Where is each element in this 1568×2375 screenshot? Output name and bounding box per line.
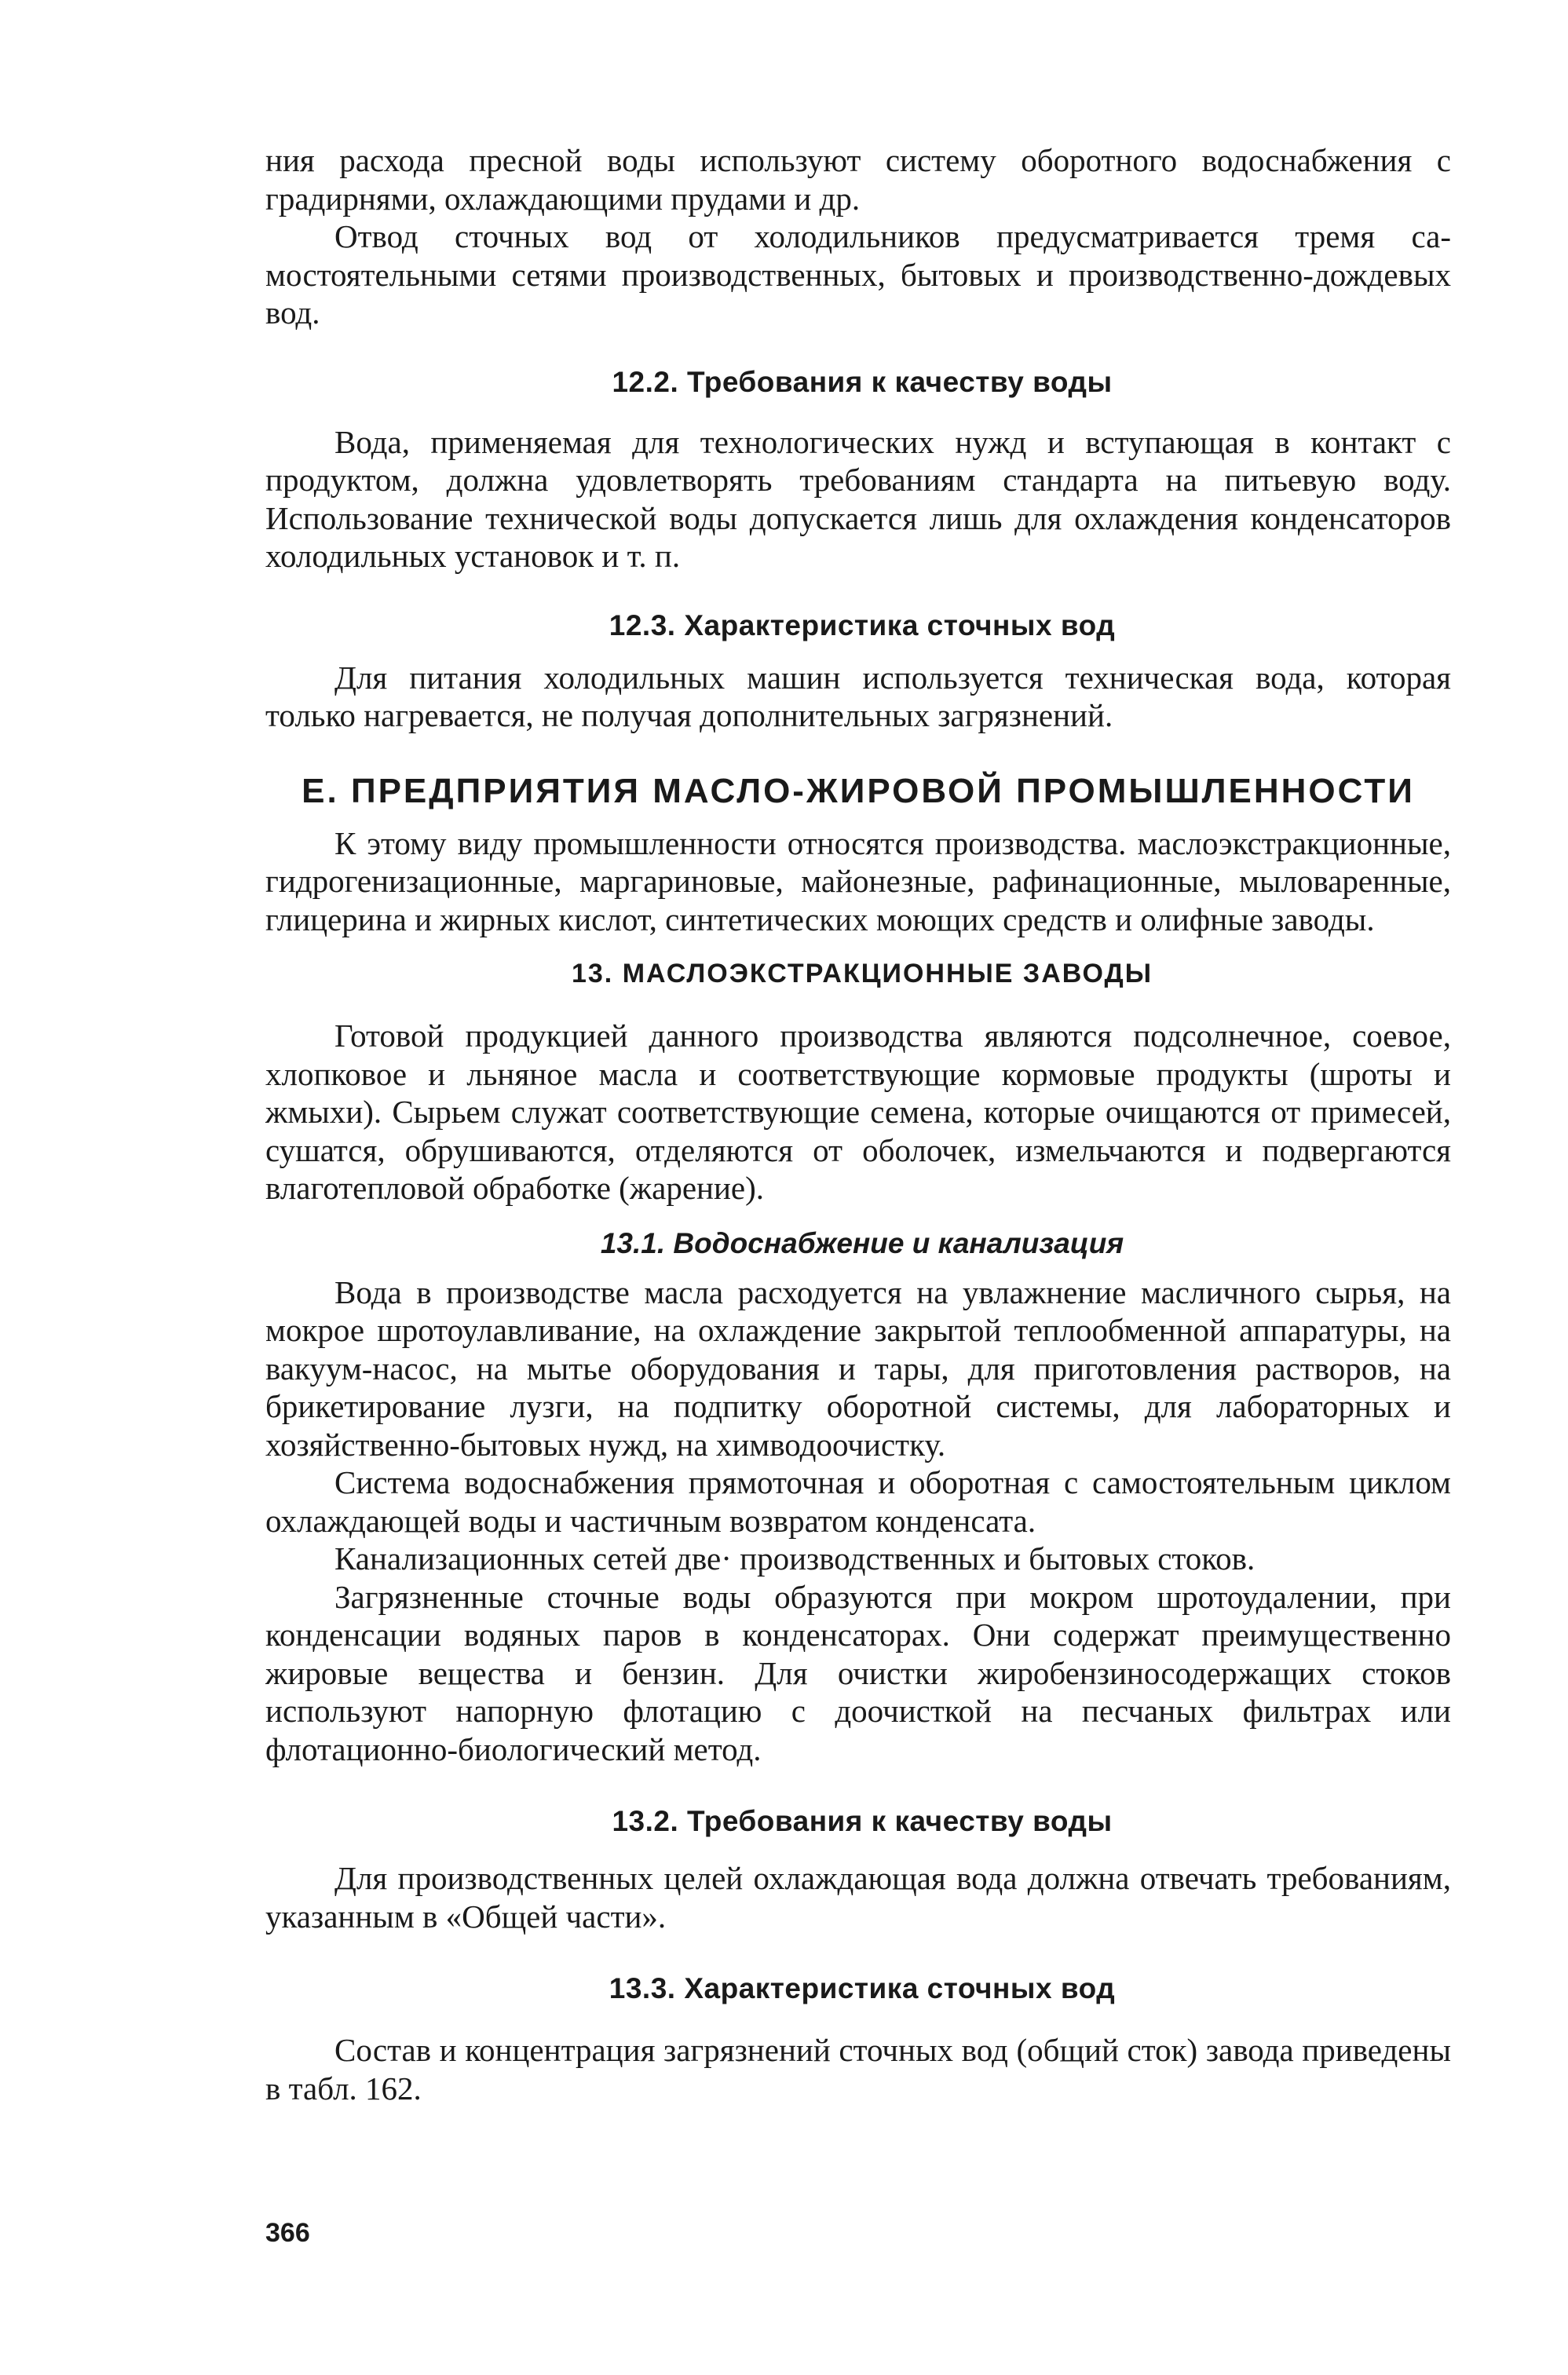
section-heading-12-2: 12.2. Требования к качеству воды xyxy=(612,365,1113,398)
section-heading-13-2: 13.2. Требования к качеству воды xyxy=(612,1805,1113,1837)
paragraph: Вода, применяемая для технологических нужд и вступающая в контакт с продуктом, должна удовлетворять требованиям стандарта на питьевую воду. Использование технической воды допускается лишь для охлаждения конденсаторов холодильных установок и т. п. xyxy=(265,423,1451,574)
section-heading-12-3: 12.3. Характеристика сточных вод xyxy=(609,608,1116,641)
paragraph: Загрязненные сточные воды образуются при мокром шротоудалении, при конденсации водяных паров в конденсаторах. Они содержат преимущественно жировые вещества и бензин. Для очистки жиробензиносодержащих стоков используют напорную флотацию с доочисткой на песчаных фильтрах или флотационно-биологический метод. xyxy=(265,1578,1451,1767)
part-heading-e: Е. ПРЕДПРИЯТИЯ МАСЛО-ЖИРОВОЙ ПРОМЫШЛЕННОСТИ xyxy=(302,771,1415,810)
paragraph: Система водоснабжения прямоточная и оборотная с самостоятельным циклом охлаждающей воды и частичным возвратом конденсата. xyxy=(265,1464,1451,1539)
paragraph: Канализационных сетей две· производственных и бытовых стоков. xyxy=(334,1540,1255,1577)
page-number: 366 xyxy=(265,2218,310,2248)
section-heading-13-3: 13.3. Характеристика сточных вод xyxy=(609,1972,1116,2004)
paragraph: ния расхода пресной воды используют систему оборотного водоснабжения с градирнями, охлаждающими прудами и др. xyxy=(265,142,1451,217)
paragraph: Отвод сточных вод от холодильников предусматривается тремя самостоятельными сетями производственных, бытовых и производственно-дождевых вод. xyxy=(265,218,1451,331)
page-content xyxy=(265,141,1451,2107)
paragraph: Для производственных целей охлаждающая вода должна отвечать требованиям, указанным в «Общей части». xyxy=(265,1860,1451,1935)
chapter-heading-13: 13. МАСЛОЭКСТРАКЦИОННЫЕ ЗАВОДЫ xyxy=(571,959,1153,988)
paragraph: Готовой продукцией данного производства являются подсолнечное, соевое, хлопковое и льняное масла и соответствующие кормовые продукты (шроты и жмыхи). Сырьем служат соответствующие семена, которые очищаются от примесей, сушатся, обрушиваются, отделяются от оболочек, измельчаются и подвергаются влаготепловой обработке (жарение). xyxy=(265,1018,1451,1206)
paragraph: Состав и концентрация загрязнений сточных вод (общий сток) завода приведены в табл. 162. xyxy=(265,2032,1451,2106)
section-heading-13-1: 13.1. Водоснабжение и канализация xyxy=(600,1226,1124,1259)
paragraph: К этому виду промышленности относятся производства. маслоэкстракционные, гидрогенизационные, маргариновые, майонезные, рафинационные, мыловаренные, глицерина и жирных кислот, синтетических моющих средств и олифные заводы. xyxy=(265,824,1451,937)
paragraph: Для питания холодильных машин используется техническая вода, которая только нагревается, не получая дополнительных загрязнений. xyxy=(265,659,1451,733)
paragraph: Вода в производстве масла расходуется на увлажнение масличного сырья, на мокрое шротоулавливание, на охлаждение закрытой теплообменной аппаратуры, на вакуум-насос, на мытье оборудования и тары, для приготовления растворов, на брикетирование лузги, на подпитку оборотной системы, для лабораторных и хозяйственно-бытовых нужд, на химводоочистку. xyxy=(265,1273,1451,1463)
